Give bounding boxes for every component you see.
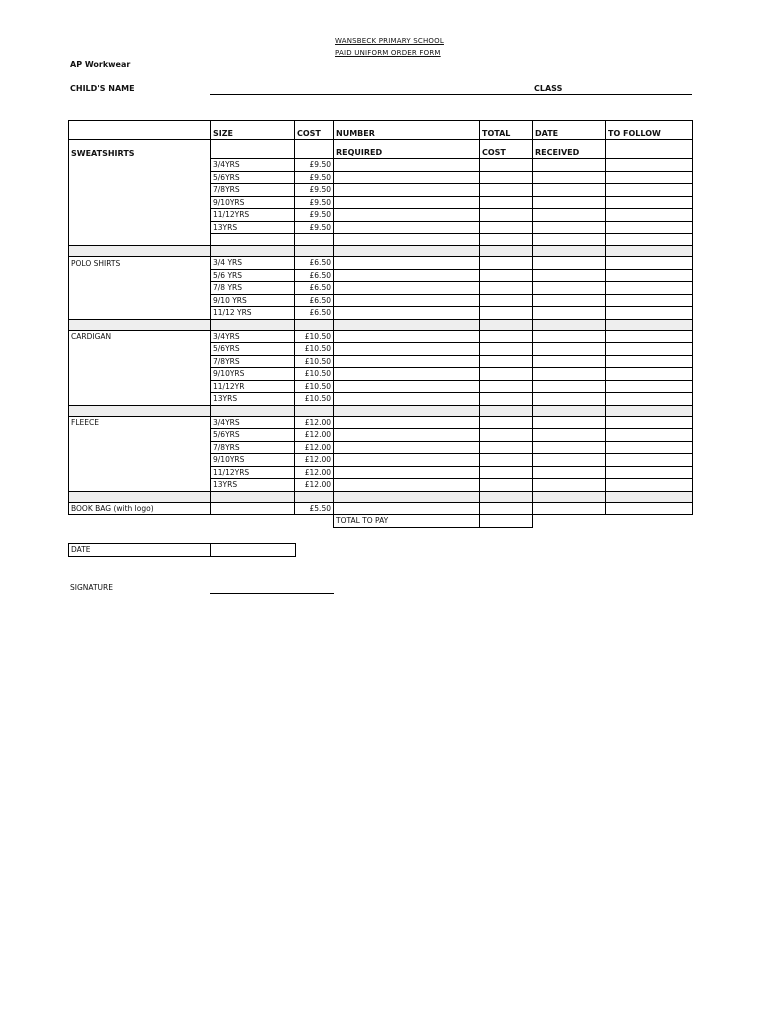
total-cost-field[interactable]: [480, 307, 533, 320]
number-required-field[interactable]: [334, 368, 480, 381]
separator-cell: [606, 319, 693, 330]
header-received: RECEIVED: [533, 140, 606, 159]
date-received-field[interactable]: [533, 196, 606, 209]
table-row: [69, 355, 693, 368]
subheader-blank: [606, 140, 693, 159]
to-follow-field[interactable]: [606, 343, 693, 356]
total-cost-field[interactable]: [480, 502, 533, 515]
childs-name-field[interactable]: [210, 94, 692, 95]
total-cost-field[interactable]: [480, 479, 533, 492]
table-row: [69, 393, 693, 406]
separator-cell: [211, 491, 295, 502]
separator-cell: [334, 319, 480, 330]
size-cell: 5/6YRS: [211, 429, 295, 442]
to-follow-field[interactable]: [606, 159, 693, 172]
school-name: WANSBECK PRIMARY SCHOOL: [335, 37, 444, 45]
blank-cell: [69, 515, 211, 528]
date-received-field[interactable]: [533, 416, 606, 429]
cost-cell: £6.50: [295, 257, 334, 270]
to-follow-field[interactable]: [606, 330, 693, 343]
number-required-field[interactable]: [334, 441, 480, 454]
supplier-name: AP Workwear: [70, 60, 131, 69]
date-received-field[interactable]: [533, 184, 606, 197]
cost-cell: £10.50: [295, 393, 334, 406]
number-required-field[interactable]: [334, 502, 480, 515]
cost-cell: £6.50: [295, 294, 334, 307]
date-received-field[interactable]: [533, 380, 606, 393]
cost-cell: £9.50: [295, 221, 334, 234]
to-follow-field[interactable]: [606, 294, 693, 307]
blank-cell: [533, 234, 606, 246]
separator-cell: [211, 319, 295, 330]
to-follow-field[interactable]: [606, 307, 693, 320]
header-size: SIZE: [211, 121, 295, 140]
separator-cell: [69, 491, 211, 502]
total-cost-field[interactable]: [480, 159, 533, 172]
cost-cell: £6.50: [295, 282, 334, 295]
section-separator: [69, 319, 693, 330]
separator-cell: [606, 405, 693, 416]
separator-cell: [606, 246, 693, 257]
size-cell: 13YRS: [211, 393, 295, 406]
blank-cell: [295, 515, 334, 528]
class-label: CLASS: [534, 84, 563, 93]
number-required-field[interactable]: [334, 380, 480, 393]
separator-cell: [533, 491, 606, 502]
number-required-field[interactable]: [334, 416, 480, 429]
number-required-field[interactable]: [334, 171, 480, 184]
total-cost-field[interactable]: [480, 330, 533, 343]
total-cost-field[interactable]: [480, 184, 533, 197]
to-follow-field[interactable]: [606, 380, 693, 393]
separator-cell: [295, 491, 334, 502]
cost-cell: £9.50: [295, 171, 334, 184]
cost-cell: £10.50: [295, 343, 334, 356]
book-bag-row: [69, 502, 693, 515]
header-total-cost: COST: [480, 140, 533, 159]
blank-cell: [295, 234, 334, 246]
category-spacer: [69, 454, 211, 467]
separator-cell: [480, 405, 533, 416]
date-received-field[interactable]: [533, 502, 606, 515]
separator-cell: [211, 405, 295, 416]
date-received-field[interactable]: [533, 294, 606, 307]
total-cost-field[interactable]: [480, 393, 533, 406]
number-required-field[interactable]: [334, 269, 480, 282]
childs-name-label: CHILD'S NAME: [70, 84, 135, 93]
size-cell: 7/8 YRS: [211, 282, 295, 295]
section-header-row: [69, 140, 693, 159]
cost-cell: £12.00: [295, 429, 334, 442]
date-received-field[interactable]: [533, 368, 606, 381]
table-row: [69, 282, 693, 295]
table-row: [69, 479, 693, 492]
header-number: NUMBER: [334, 121, 480, 140]
number-required-field[interactable]: [334, 282, 480, 295]
category-spacer: [69, 466, 211, 479]
total-cost-field[interactable]: [480, 416, 533, 429]
separator-cell: [295, 246, 334, 257]
table-row: [69, 343, 693, 356]
table-row: [69, 171, 693, 184]
blank-cell: [533, 515, 606, 528]
form-title: PAID UNIFORM ORDER FORM: [335, 49, 441, 57]
size-cell: 11/12YR: [211, 380, 295, 393]
size-cell: 3/4 YRS: [211, 257, 295, 270]
table-row: [69, 454, 693, 467]
date-received-field[interactable]: [533, 221, 606, 234]
date-received-field[interactable]: [533, 429, 606, 442]
date-field[interactable]: [210, 544, 296, 556]
table-row: [69, 466, 693, 479]
to-follow-field[interactable]: [606, 393, 693, 406]
book-bag-name: BOOK BAG (with logo): [69, 502, 211, 515]
size-cell: 5/6YRS: [211, 343, 295, 356]
to-follow-field[interactable]: [606, 454, 693, 467]
table-row: [69, 269, 693, 282]
blank-cell: [480, 234, 533, 246]
size-cell: 9/10YRS: [211, 196, 295, 209]
cost-cell: £10.50: [295, 380, 334, 393]
size-cell: 7/8YRS: [211, 441, 295, 454]
table-row: [69, 307, 693, 320]
uniform-order-table: [68, 120, 693, 528]
table-header-row: [69, 121, 693, 140]
category-spacer: [69, 307, 211, 320]
header-required: REQUIRED: [334, 140, 480, 159]
category-spacer: [69, 159, 211, 172]
number-required-field[interactable]: [334, 159, 480, 172]
number-required-field[interactable]: [334, 355, 480, 368]
blank-cell: [606, 515, 693, 528]
to-follow-field[interactable]: [606, 282, 693, 295]
date-received-field[interactable]: [533, 282, 606, 295]
cost-cell: £10.50: [295, 368, 334, 381]
section-header-row: [69, 330, 693, 343]
size-cell: [211, 502, 295, 515]
total-cost-field[interactable]: [480, 441, 533, 454]
category-spacer: [69, 393, 211, 406]
header-date: DATE: [533, 121, 606, 140]
total-cost-field[interactable]: [480, 282, 533, 295]
to-follow-field[interactable]: [606, 416, 693, 429]
section-separator: [69, 405, 693, 416]
size-cell: 11/12 YRS: [211, 307, 295, 320]
cost-cell: £9.50: [295, 159, 334, 172]
section-header-row: [69, 257, 693, 270]
to-follow-field[interactable]: [606, 479, 693, 492]
separator-cell: [533, 405, 606, 416]
section-header-row: [69, 416, 693, 429]
to-follow-field[interactable]: [606, 502, 693, 515]
number-required-field[interactable]: [334, 221, 480, 234]
total-cost-field[interactable]: [480, 209, 533, 222]
size-cell: 9/10YRS: [211, 454, 295, 467]
size-cell: 5/6 YRS: [211, 269, 295, 282]
category-name: POLO SHIRTS: [69, 257, 211, 270]
cost-cell: £6.50: [295, 307, 334, 320]
size-cell: 9/10 YRS: [211, 294, 295, 307]
cost-cell: £10.50: [295, 355, 334, 368]
total-cost-field[interactable]: [480, 355, 533, 368]
size-cell: 7/8YRS: [211, 355, 295, 368]
date-received-field[interactable]: [533, 269, 606, 282]
cost-cell: £10.50: [295, 330, 334, 343]
number-required-field[interactable]: [334, 343, 480, 356]
separator-cell: [533, 319, 606, 330]
table-row: [69, 209, 693, 222]
size-cell: 13YRS: [211, 221, 295, 234]
to-follow-field[interactable]: [606, 429, 693, 442]
separator-cell: [211, 246, 295, 257]
subheader-blank: [295, 140, 334, 159]
number-required-field[interactable]: [334, 330, 480, 343]
number-required-field[interactable]: [334, 209, 480, 222]
category-spacer: [69, 355, 211, 368]
cost-cell: £12.00: [295, 454, 334, 467]
date-received-field[interactable]: [533, 307, 606, 320]
blank-cell: [606, 234, 693, 246]
table-row: [69, 441, 693, 454]
separator-cell: [69, 405, 211, 416]
cost-cell: £12.00: [295, 441, 334, 454]
header-cost: COST: [295, 121, 334, 140]
separator-cell: [606, 491, 693, 502]
cost-cell: £9.50: [295, 184, 334, 197]
header-total: TOTAL: [480, 121, 533, 140]
to-follow-field[interactable]: [606, 221, 693, 234]
date-received-field[interactable]: [533, 159, 606, 172]
total-cost-field[interactable]: [480, 368, 533, 381]
size-cell: 11/12YRS: [211, 209, 295, 222]
category-name: FLEECE: [69, 416, 211, 429]
to-follow-field[interactable]: [606, 257, 693, 270]
category-name: SWEATSHIRTS: [69, 140, 211, 159]
to-follow-field[interactable]: [606, 196, 693, 209]
total-to-pay-label: TOTAL TO PAY: [334, 515, 480, 528]
cost-cell: £9.50: [295, 209, 334, 222]
table-row: [69, 368, 693, 381]
size-cell: 13YRS: [211, 479, 295, 492]
separator-cell: [69, 319, 211, 330]
separator-cell: [334, 246, 480, 257]
table-row: [69, 221, 693, 234]
category-spacer: [69, 269, 211, 282]
subheader-blank: [211, 140, 295, 159]
total-cost-field[interactable]: [480, 429, 533, 442]
number-required-field[interactable]: [334, 479, 480, 492]
table-row: [69, 196, 693, 209]
number-required-field[interactable]: [334, 307, 480, 320]
date-received-field[interactable]: [533, 466, 606, 479]
section-separator: [69, 491, 693, 502]
total-cost-field[interactable]: [480, 257, 533, 270]
to-follow-field[interactable]: [606, 355, 693, 368]
date-received-field[interactable]: [533, 343, 606, 356]
table-row: [69, 429, 693, 442]
total-cost-field[interactable]: [480, 269, 533, 282]
date-received-field[interactable]: [533, 454, 606, 467]
total-cost-field[interactable]: [480, 196, 533, 209]
category-spacer: [69, 171, 211, 184]
number-required-field[interactable]: [334, 429, 480, 442]
category-spacer: [69, 429, 211, 442]
date-received-field[interactable]: [533, 441, 606, 454]
to-follow-field[interactable]: [606, 209, 693, 222]
size-cell: 7/8YRS: [211, 184, 295, 197]
category-spacer: [69, 234, 211, 246]
category-spacer: [69, 479, 211, 492]
signature-field[interactable]: [210, 593, 334, 594]
signature-label: SIGNATURE: [70, 583, 113, 592]
total-to-pay-field[interactable]: [480, 515, 533, 528]
size-cell: 3/4YRS: [211, 159, 295, 172]
number-required-field[interactable]: [334, 184, 480, 197]
blank-cell: [211, 234, 295, 246]
to-follow-field[interactable]: [606, 441, 693, 454]
total-cost-field[interactable]: [480, 380, 533, 393]
category-name: CARDIGAN: [69, 330, 211, 343]
total-cost-field[interactable]: [480, 466, 533, 479]
date-received-field[interactable]: [533, 330, 606, 343]
separator-cell: [480, 491, 533, 502]
to-follow-field[interactable]: [606, 184, 693, 197]
date-received-field[interactable]: [533, 479, 606, 492]
date-received-field[interactable]: [533, 171, 606, 184]
to-follow-field[interactable]: [606, 171, 693, 184]
cost-cell: £12.00: [295, 466, 334, 479]
number-required-field[interactable]: [334, 196, 480, 209]
category-spacer: [69, 221, 211, 234]
table-row: [69, 159, 693, 172]
cost-cell: £12.00: [295, 479, 334, 492]
cost-cell: £6.50: [295, 269, 334, 282]
separator-cell: [295, 405, 334, 416]
date-label: DATE: [71, 545, 91, 554]
separator-cell: [533, 246, 606, 257]
header-to-follow: TO FOLLOW: [606, 121, 693, 140]
category-spacer: [69, 184, 211, 197]
size-cell: 3/4YRS: [211, 330, 295, 343]
total-row: [69, 515, 693, 528]
table-row: [69, 184, 693, 197]
date-received-field[interactable]: [533, 355, 606, 368]
number-required-field[interactable]: [334, 294, 480, 307]
separator-cell: [69, 246, 211, 257]
date-received-field[interactable]: [533, 209, 606, 222]
size-cell: 3/4YRS: [211, 416, 295, 429]
category-spacer: [69, 294, 211, 307]
separator-cell: [334, 491, 480, 502]
category-spacer: [69, 441, 211, 454]
to-follow-field[interactable]: [606, 466, 693, 479]
to-follow-field[interactable]: [606, 368, 693, 381]
category-spacer: [69, 196, 211, 209]
number-required-field[interactable]: [334, 454, 480, 467]
separator-cell: [334, 405, 480, 416]
size-cell: 11/12YRS: [211, 466, 295, 479]
blank-cell: [334, 234, 480, 246]
section-separator: [69, 246, 693, 257]
table-row: [69, 294, 693, 307]
category-spacer: [69, 368, 211, 381]
to-follow-field[interactable]: [606, 269, 693, 282]
header-blank: [69, 121, 211, 140]
blank-cell: [211, 515, 295, 528]
total-cost-field[interactable]: [480, 221, 533, 234]
cost-cell: £12.00: [295, 416, 334, 429]
category-spacer: [69, 209, 211, 222]
size-cell: 5/6YRS: [211, 171, 295, 184]
cost-cell: £9.50: [295, 196, 334, 209]
date-received-field[interactable]: [533, 257, 606, 270]
cost-cell: £5.50: [295, 502, 334, 515]
separator-cell: [480, 319, 533, 330]
date-received-field[interactable]: [533, 393, 606, 406]
category-spacer: [69, 282, 211, 295]
category-spacer: [69, 343, 211, 356]
total-cost-field[interactable]: [480, 294, 533, 307]
blank-row: [69, 234, 693, 246]
total-cost-field[interactable]: [480, 454, 533, 467]
total-cost-field[interactable]: [480, 171, 533, 184]
number-required-field[interactable]: [334, 466, 480, 479]
category-spacer: [69, 380, 211, 393]
table-row: [69, 380, 693, 393]
separator-cell: [295, 319, 334, 330]
number-required-field[interactable]: [334, 393, 480, 406]
separator-cell: [480, 246, 533, 257]
number-required-field[interactable]: [334, 257, 480, 270]
date-box: [68, 543, 296, 557]
total-cost-field[interactable]: [480, 343, 533, 356]
size-cell: 9/10YRS: [211, 368, 295, 381]
